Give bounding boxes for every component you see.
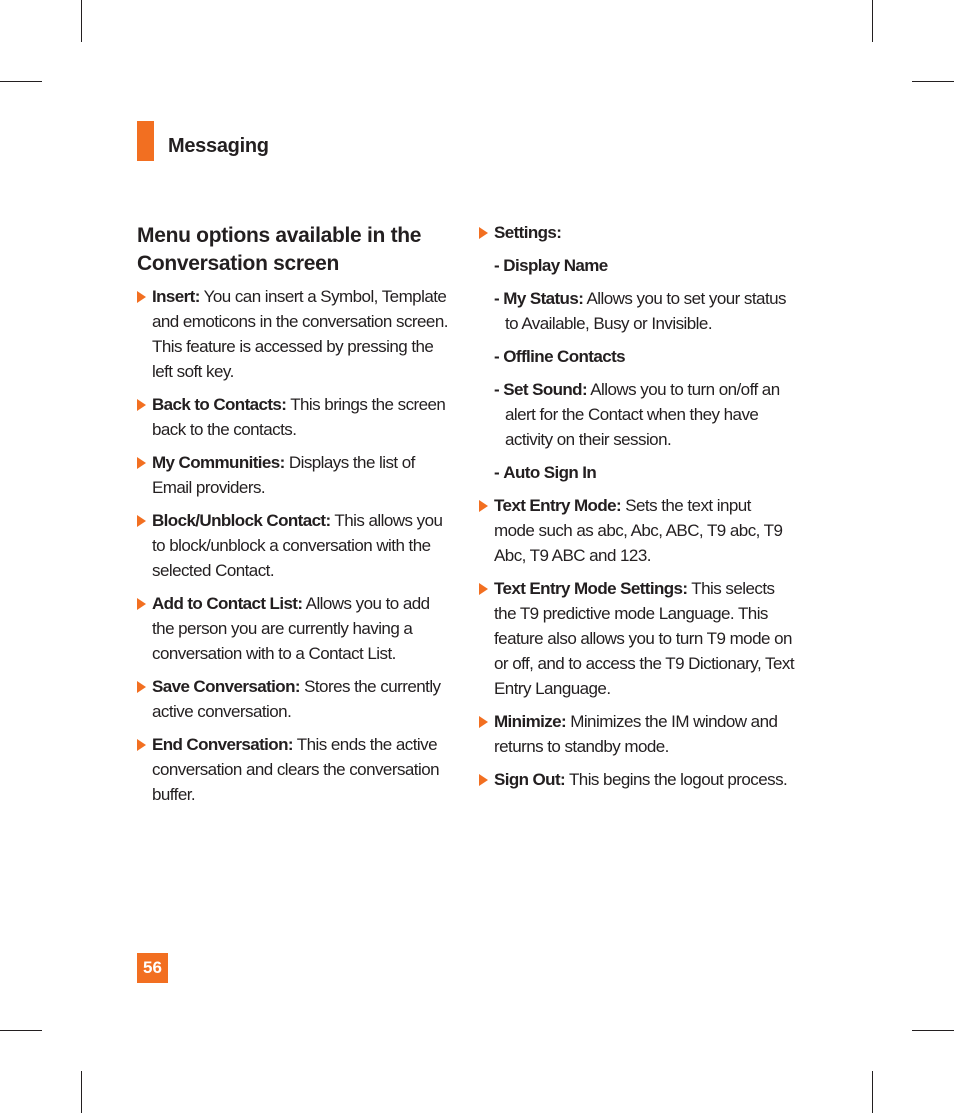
list-item: Text Entry Mode Settings: This selects the T9 predictive mode Language. This feature also allows you to turn T9 mode on or off, and to access the T9 Dictionary, Text Entry Language. [479, 576, 795, 701]
arrow-bullet-icon [479, 716, 488, 728]
right-column-list [479, 220, 795, 800]
list-item: Block/Unblock Contact: This allows you to block/unblock a conversation with the selected Contact. [137, 508, 449, 583]
crop-mark [872, 1071, 873, 1113]
list-item: Text Entry Mode: Sets the text input mode such as abc, Abc, ABC, T9 abc, T9 Abc, T9 ABC and 123. [479, 493, 795, 568]
list-item-settings: Settings: - Display Name - My Status: Allows you to set your status to Available, Busy or Invisible. - Offline Contacts - Set Sound: Allows you to turn on/off an alert for the Contact when they have activity on their session. - Auto Sign In [479, 220, 795, 485]
section-accent-bar [137, 121, 154, 161]
crop-mark [81, 1071, 82, 1113]
list-item: Add to Contact List: Allows you to add the person you are currently having a conversation with to a Contact List. [137, 591, 449, 666]
crop-mark [912, 1030, 954, 1031]
arrow-bullet-icon [479, 774, 488, 786]
list-item: Minimize: Minimizes the IM window and returns to standby mode. [479, 709, 795, 759]
arrow-bullet-icon [137, 739, 146, 751]
arrow-bullet-icon [137, 399, 146, 411]
list-item: My Communities: Displays the list of Email providers. [137, 450, 449, 500]
list-item: Back to Contacts: This brings the screen back to the contacts. [137, 392, 449, 442]
sub-item: - Auto Sign In [494, 463, 597, 482]
page-heading: Menu options available in the Conversation screen [137, 224, 422, 275]
sub-item: - Set Sound: Allows you to turn on/off an alert for the Contact when they have activity on their session. [494, 380, 780, 449]
arrow-bullet-icon [137, 598, 146, 610]
arrow-bullet-icon [479, 227, 488, 239]
arrow-bullet-icon [137, 457, 146, 469]
list-item: End Conversation: This ends the active conversation and clears the conversation buffer. [137, 732, 449, 807]
crop-mark [0, 1030, 42, 1031]
settings-sublist [494, 253, 795, 485]
list-item: Sign Out: This begins the logout process. [479, 767, 795, 792]
crop-mark [81, 0, 82, 42]
arrow-bullet-icon [479, 500, 488, 512]
list-item: Save Conversation: Stores the currently active conversation. [137, 674, 449, 724]
arrow-bullet-icon [137, 291, 146, 303]
arrow-bullet-icon [479, 583, 488, 595]
sub-item: - Display Name [494, 256, 608, 275]
section-title: Messaging [168, 135, 269, 157]
crop-mark [912, 81, 954, 82]
arrow-bullet-icon [137, 681, 146, 693]
crop-mark [872, 0, 873, 42]
arrow-bullet-icon [137, 515, 146, 527]
left-column-list [137, 284, 449, 815]
sub-item: - Offline Contacts [494, 347, 625, 366]
list-item: Insert: You can insert a Symbol, Template and emoticons in the conversation screen. This feature is accessed by pressing the left soft key. [137, 284, 449, 384]
sub-item: - My Status: Allows you to set your status to Available, Busy or Invisible. [494, 289, 786, 333]
crop-mark [0, 81, 42, 82]
page-number: 56 [137, 953, 168, 983]
